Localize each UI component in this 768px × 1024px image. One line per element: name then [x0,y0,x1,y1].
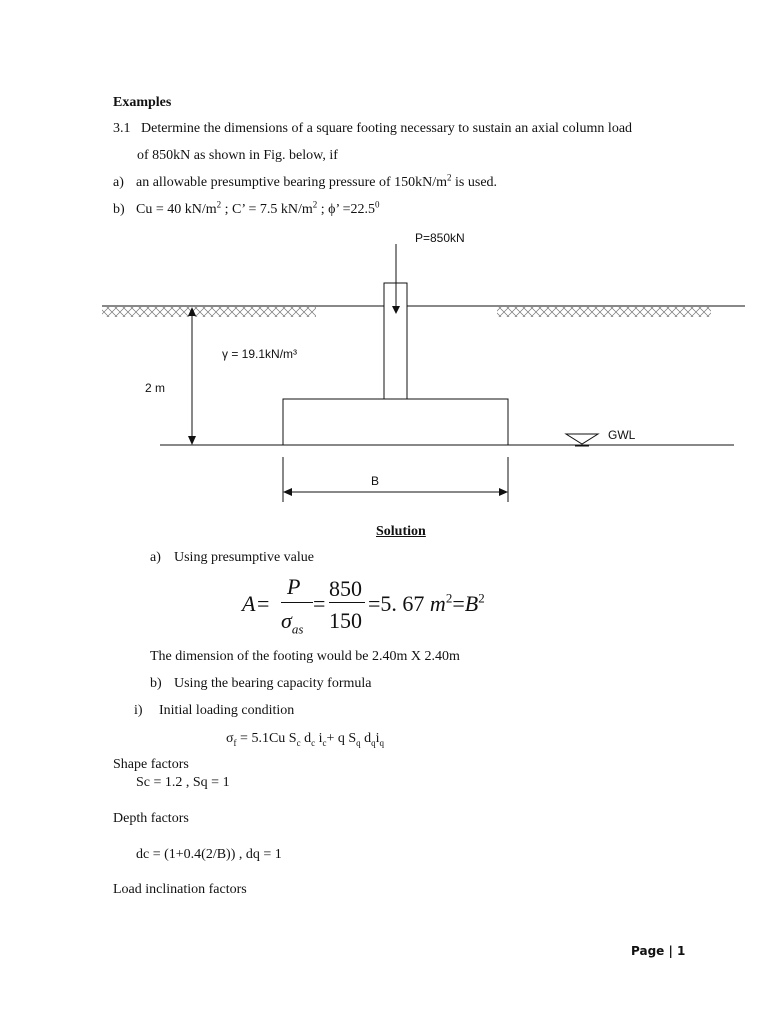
gwl-label: GWL [608,428,636,442]
footing-figure [0,225,768,510]
solution-b-label: b) [150,676,162,691]
depth-factors-values: dc = (1+0.4(2/B)) , dq = 1 [136,847,282,862]
problem-line-2: of 850kN as shown in Fig. below, if [137,148,338,163]
case-b-text: Cu = 40 $kN/m^2$ ; C’ = 7.5 $kN/m^2$ ; ϕ’ $=22.5^0$ [136,199,380,217]
page-number: Page | 1 [631,944,686,958]
unit-weight-label: γ = 19.1kN/m³ [222,347,298,361]
solution-i-label: i) [134,703,143,718]
case-a-label: a) [113,175,124,190]
soil-hatch-right [497,307,711,317]
depth-label: 2 m [145,381,166,395]
shape-factors-title: Shape factors [113,757,189,772]
depth-factors-title: Depth factors [113,811,189,826]
dimension-result: The dimension of the footing would be 2.40m X 2.40m [150,649,460,664]
gwl-symbol [566,434,598,444]
problem-number: 3.1 [113,121,131,136]
solution-b-text: Using the bearing capacity formula [174,676,372,691]
solution-a-text: Using presumptive value [174,550,314,565]
load-inclination-title: Load inclination factors [113,882,247,897]
shape-factors-values: Sc = 1.2 , Sq = 1 [136,775,230,790]
width-label: B [371,474,380,488]
heading: Examples [113,95,172,110]
solution-a-label: a) [150,550,161,565]
soil-hatch-left [102,307,316,317]
load-label: P=850kN [415,231,465,245]
problem-line-1: Determine the dimensions of a square footing necessary to sustain an axial column load [141,121,633,136]
bearing-formula: $\sigma_f = 5.1Cu$ $S_c$ $d_c$ $i_c+ q$ $S_q$ $d_qi_q$ [226,731,385,748]
solution-i-text: Initial loading condition [159,703,295,718]
case-b-label: b) [113,202,125,217]
solution-title: Solution [376,524,426,539]
footing [283,399,508,445]
case-a-text: an allowable presumptive bearing pressure of $150kN/m^2$ is used. [136,172,498,190]
